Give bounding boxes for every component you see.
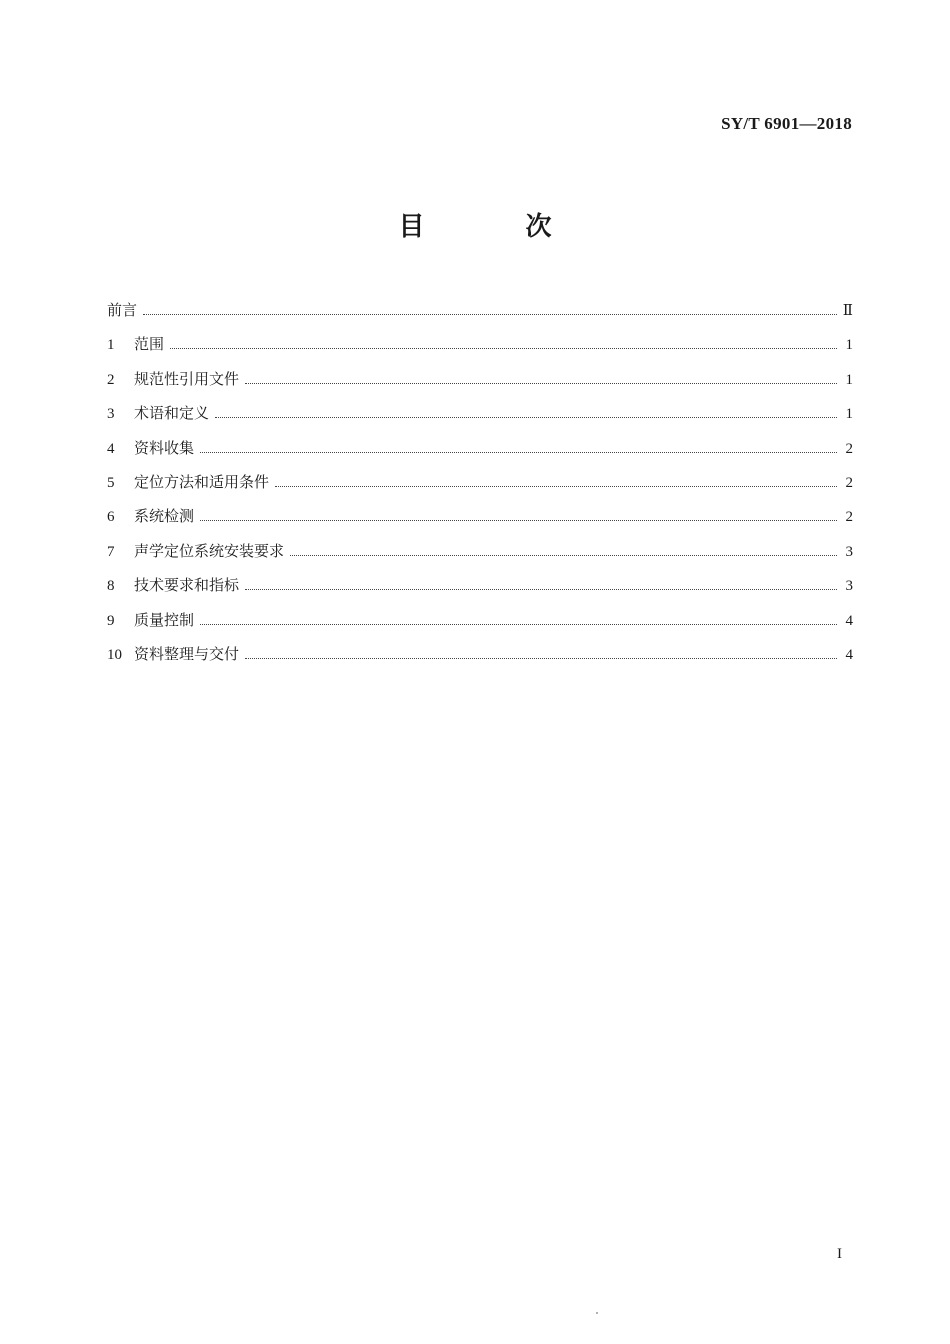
standard-code: SY/T 6901—2018: [721, 114, 852, 133]
toc-entry-label: 声学定位系统安装要求: [134, 541, 285, 560]
toc-entry-label: 定位方法和适用条件: [134, 472, 270, 491]
dot-leader: [245, 657, 837, 659]
table-of-contents: [107, 298, 853, 676]
toc-entry-label: 系统检测: [134, 507, 195, 526]
toc-entry-number: 2: [107, 371, 115, 388]
dot-leader: [200, 519, 837, 521]
dot-leader: [245, 588, 837, 590]
toc-entry-page: Ⅱ: [842, 303, 853, 319]
toc-entry-label: 前言: [107, 301, 138, 319]
toc-entry-page: 2: [845, 474, 853, 491]
toc-entry-number: 8: [107, 578, 115, 595]
toc-entry-page: 1: [845, 406, 853, 423]
toc-entry-label: 术语和定义: [134, 404, 210, 423]
page-number: I: [837, 1246, 842, 1262]
dot-leader: [143, 313, 837, 315]
toc-entry-label: 技术要求和指标: [134, 576, 240, 595]
toc-entry-label: 范围: [134, 335, 165, 354]
toc-entry-7[interactable]: [107, 539, 853, 573]
toc-entry-number: 5: [107, 474, 115, 491]
toc-entry-number: 10: [107, 646, 122, 663]
toc-entry-foreword[interactable]: [107, 298, 853, 332]
toc-entry-page: 1: [845, 371, 853, 388]
toc-entry-2[interactable]: [107, 367, 853, 401]
toc-entry-1[interactable]: [107, 332, 853, 366]
toc-entry-3[interactable]: [107, 401, 853, 435]
dot-leader: [200, 623, 837, 625]
toc-title: 目 次: [398, 212, 598, 242]
toc-entry-label: 资料收集: [134, 438, 195, 457]
toc-entry-number: 6: [107, 509, 115, 526]
dot-leader: [245, 382, 837, 384]
toc-entry-5[interactable]: [107, 470, 853, 504]
toc-entry-page: 4: [845, 646, 853, 663]
dot-leader: [275, 485, 837, 487]
toc-entry-page: 3: [845, 543, 853, 560]
toc-entry-10[interactable]: [107, 642, 853, 676]
scan-speck: [596, 1312, 598, 1314]
toc-entry-number: 3: [107, 406, 115, 423]
dot-leader: [200, 451, 837, 453]
toc-entry-page: 4: [845, 612, 853, 629]
dot-leader: [290, 554, 837, 556]
toc-entry-8[interactable]: [107, 573, 853, 607]
toc-entry-label: 规范性引用文件: [134, 369, 240, 388]
toc-entry-6[interactable]: [107, 504, 853, 538]
toc-entry-page: 1: [845, 337, 853, 354]
dot-leader: [170, 347, 837, 349]
toc-entry-label: 资料整理与交付: [134, 644, 240, 663]
dot-leader: [215, 416, 837, 418]
toc-entry-number: 1: [107, 337, 115, 354]
toc-entry-number: 4: [107, 440, 115, 457]
toc-entry-number: 7: [107, 543, 115, 560]
toc-entry-9[interactable]: [107, 608, 853, 642]
toc-entry-number: 9: [107, 612, 115, 629]
toc-entry-label: 质量控制: [134, 610, 195, 629]
toc-entry-4[interactable]: [107, 436, 853, 470]
toc-entry-page: 2: [845, 440, 853, 457]
toc-entry-page: 3: [845, 578, 853, 595]
toc-entry-page: 2: [845, 509, 853, 526]
